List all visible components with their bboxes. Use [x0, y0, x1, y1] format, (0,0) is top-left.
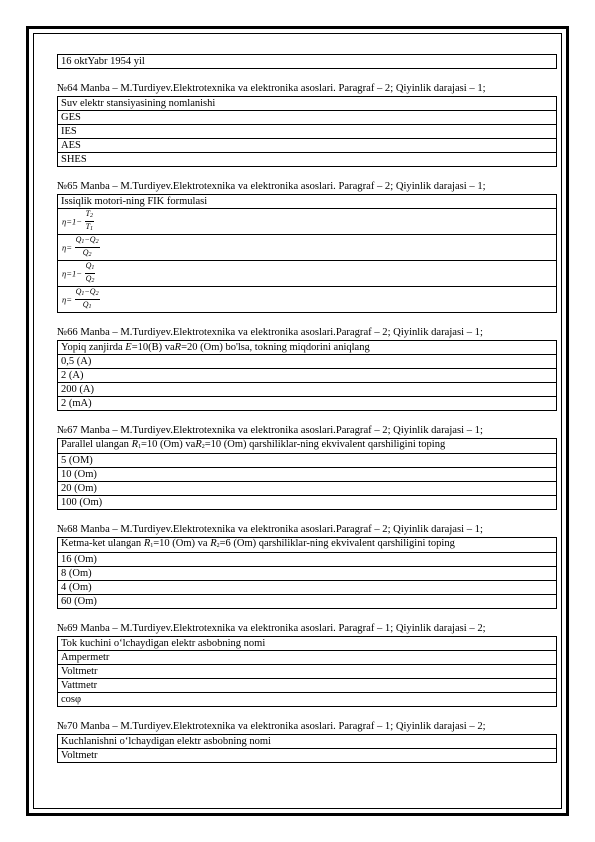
answer-option: cosφ	[58, 693, 557, 707]
formula-sub: 2	[90, 213, 94, 219]
question-text-part: =10 (Om) va	[140, 439, 196, 450]
formula-sub: 1	[81, 239, 85, 245]
answer-option: 20 (Om)	[58, 482, 557, 496]
answer-option: Ampermetr	[58, 651, 557, 665]
formula-sub: 2	[91, 278, 95, 284]
answer-option: 4 (Om)	[58, 581, 557, 595]
answer-formula-4	[58, 287, 557, 313]
answer-formula-1	[58, 209, 557, 235]
formula-var: Q	[82, 300, 89, 309]
question-subscript: 1	[150, 543, 154, 549]
question-table-69	[57, 636, 557, 707]
answer-option: AES	[58, 139, 557, 153]
question-text-part: =20 (Om) bo'lsa, tokning miqdorini aniqlang	[181, 341, 370, 353]
formula-var: Q	[75, 235, 82, 244]
question-text: Kuchlanishni o‘lchaydigan elektr asbobning nomi	[58, 735, 557, 749]
answer-option: 200 (A)	[58, 383, 557, 397]
question-header-69: №69 Manba – M.Turdiyev.Elektrotexnika va elektronika asoslari. Paragraf – 1; Qiyinlik darajasi – 2;	[57, 623, 486, 634]
question-subscript: 2	[216, 543, 220, 549]
formula-fraction	[85, 261, 96, 286]
question-text: Tok kuchini o‘lchaydigan elektr asbobning nomi	[58, 637, 557, 651]
question-subscript: 1	[137, 444, 141, 450]
question-variable: R	[210, 538, 217, 549]
question-header-66: №66 Manba – M.Turdiyev.Elektrotexnika va elektronika asoslari.Paragraf – 2; Qiyinlik darajasi – 1;	[57, 327, 483, 338]
formula-one-minus: 1−	[71, 216, 82, 227]
formula-eta: η	[62, 242, 67, 253]
question-header-65: №65 Manba – M.Turdiyev.Elektrotexnika va elektronika asoslari. Paragraf – 2; Qiyinlik darajasi – 1;	[57, 181, 486, 192]
answer-option: 5 (OM)	[58, 454, 557, 468]
question-header-68: №68 Manba – M.Turdiyev.Elektrotexnika va elektronika asoslari.Paragraf – 2; Qiyinlik darajasi – 1;	[57, 524, 483, 535]
answer-option: IES	[58, 125, 557, 139]
question-text-part: =10(B) va	[131, 341, 175, 353]
question-text: Issiqlik motori-ning FIK formulasi	[58, 195, 557, 209]
question-header-70: №70 Manba – M.Turdiyev.Elektrotexnika va elektronika asoslari. Paragraf – 1; Qiyinlik darajasi – 2;	[57, 721, 486, 732]
answer-option: 60 (Om)	[58, 595, 557, 609]
answer-option: 2 (mA)	[58, 397, 557, 411]
formula-fraction	[85, 209, 94, 234]
answer-formula-2	[58, 235, 557, 261]
formula-var: Q	[89, 287, 96, 296]
answer-option: Voltmetr	[58, 665, 557, 679]
formula-sub: 2	[95, 239, 99, 245]
formula-sub: 1	[91, 265, 95, 271]
answer-formula-3	[58, 261, 557, 287]
question-text-part: Yopiq zanjirda	[61, 341, 126, 353]
answer-option: Vattmetr	[58, 679, 557, 693]
answer-option: GES	[58, 111, 557, 125]
question-text-part: Ketma-ket ulangan	[61, 538, 144, 549]
formula-var: T	[85, 222, 91, 231]
question-text: Suv elektr stansiyasining nomlanishi	[58, 97, 557, 111]
answer-table-63	[57, 54, 557, 69]
formula-eta: η	[62, 216, 67, 227]
answer-option: 100 (Om)	[58, 496, 557, 510]
question-text-part: =10 (Om) qarshiliklar-ning ekvivalent qarshiligini toping	[204, 439, 446, 450]
question-text-part: =10 (Om) va	[153, 538, 211, 549]
question-text-part: =6 (Om) qarshiliklar-ning ekvivalent qarshiligini toping	[219, 538, 455, 549]
formula-eq: =	[66, 294, 72, 305]
formula-eq: =	[66, 216, 72, 227]
question-table-65	[57, 194, 557, 313]
formula-var: Q	[82, 248, 89, 257]
formula-eq: =	[66, 268, 72, 279]
formula-sub: 2	[95, 291, 99, 297]
formula-eta: η	[62, 294, 67, 305]
question-text	[58, 439, 557, 454]
answer-option: 16 (Om)	[58, 553, 557, 567]
formula-sub: 2	[88, 252, 92, 258]
question-header-67: №67 Manba – M.Turdiyev.Elektrotexnika va elektronika asoslari.Paragraf – 2; Qiyinlik darajasi – 1;	[57, 425, 483, 436]
question-text	[58, 341, 557, 355]
formula-sub: 1	[88, 304, 92, 310]
question-variable: R	[143, 538, 151, 549]
formula-var: Q	[85, 261, 92, 270]
question-variable: E	[125, 341, 132, 353]
formula-minus: −	[84, 235, 90, 244]
formula-fraction	[75, 287, 100, 312]
formula-var: Q	[89, 235, 96, 244]
question-table-70	[57, 734, 557, 763]
formula-var: Q	[75, 287, 82, 296]
answer-option: 10 (Om)	[58, 468, 557, 482]
formula-fraction	[75, 235, 100, 260]
answer-option: 2 (A)	[58, 369, 557, 383]
question-variable: R	[174, 341, 182, 353]
question-text-part: Parallel ulangan	[61, 439, 132, 450]
document-content	[57, 54, 557, 763]
question-table-64	[57, 96, 557, 167]
formula-minus: −	[84, 287, 90, 296]
formula-var: Q	[85, 274, 92, 283]
question-subscript: 2	[201, 444, 205, 450]
formula-sub: 1	[81, 291, 85, 297]
answer-option: 8 (Om)	[58, 567, 557, 581]
question-table-68	[57, 537, 557, 609]
formula-var: T	[85, 209, 91, 218]
formula-one-minus: 1−	[71, 268, 82, 279]
formula-eq: =	[66, 242, 72, 253]
question-table-67	[57, 438, 557, 510]
formula-eta: η	[62, 268, 67, 279]
question-text	[58, 538, 557, 553]
question-header-64: №64 Manba – M.Turdiyev.Elektrotexnika va elektronika asoslari. Paragraf – 2; Qiyinlik darajasi – 1;	[57, 83, 486, 94]
answer-option: SHES	[58, 153, 557, 167]
question-table-66	[57, 340, 557, 411]
question-variable: R	[195, 439, 202, 450]
formula-sub: 1	[90, 226, 94, 232]
answer-option: 0,5 (A)	[58, 355, 557, 369]
question-variable: R	[131, 439, 138, 450]
answer-cell: 16 oktYabr 1954 yil	[58, 55, 557, 69]
answer-option: Voltmetr	[58, 749, 557, 763]
